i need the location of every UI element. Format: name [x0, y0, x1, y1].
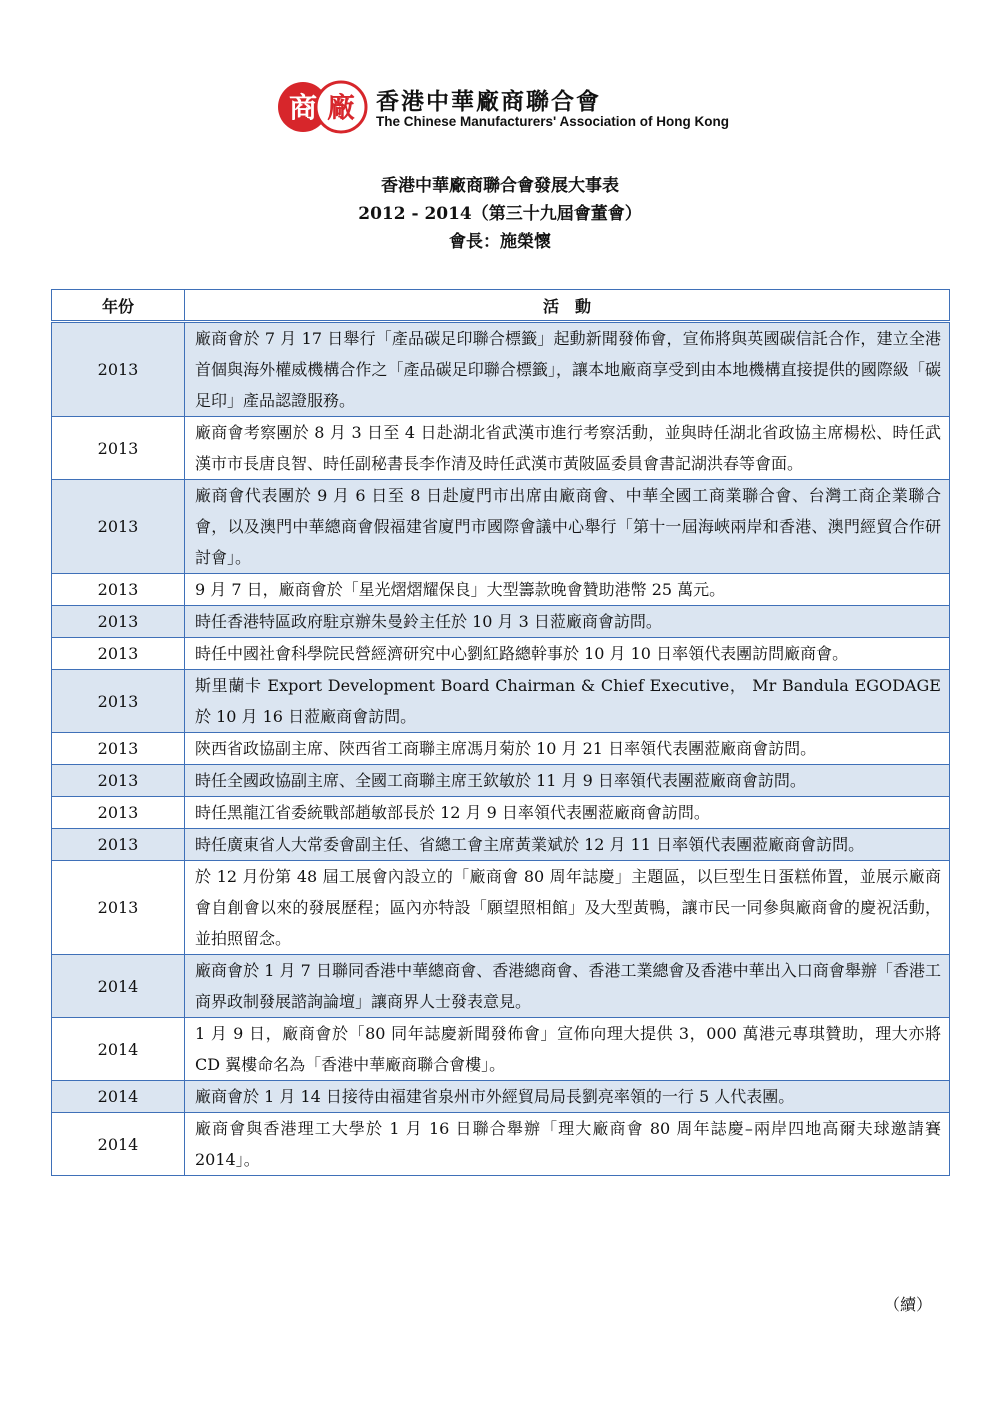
year-cell: 2014 [52, 1113, 185, 1176]
activity-cell: 時任黑龍江省委統戰部趙敏部長於 12 月 9 日率領代表團蒞廠商會訪問。 [185, 797, 950, 829]
table-row [52, 574, 950, 606]
table-row [52, 829, 950, 861]
table-row [52, 1018, 950, 1081]
year-cell: 2013 [52, 733, 185, 765]
year-cell: 2013 [52, 797, 185, 829]
activity-cell: 1 月 9 日，廠商會於「80 同年誌慶新聞發佈會」宣佈向理大提供 3，000 萬港元專琪贊助，理大亦將 CD 翼樓命名為「香港中華廠商聯合會樓」。 [185, 1018, 950, 1081]
year-cell: 2013 [52, 765, 185, 797]
letterhead [276, 80, 736, 136]
activity-cell: 時任廣東省人大常委會副主任、省總工會主席黃業斌於 12 月 11 日率領代表團蒞廠商會訪問。 [185, 829, 950, 861]
activity-cell: 廠商會代表團於 9 月 6 日至 8 日赴廈門市出席由廠商會、中華全國工商業聯合會、台灣工商企業聯合會，以及澳門中華總商會假福建省廈門市國際會議中心舉行「第十一屆海峽兩岸和香港、澳門經貿合作研討會」。 [185, 480, 950, 574]
table-row [52, 322, 950, 417]
org-name-english: The Chinese Manufacturers' Association of Hong Kong [376, 114, 729, 129]
year-cell: 2014 [52, 1018, 185, 1081]
activity-cell: 9 月 7 日，廠商會於「星光熠熠耀保良」大型籌款晚會贊助港幣 25 萬元。 [185, 574, 950, 606]
year-cell: 2014 [52, 1081, 185, 1113]
document-title: 香港中華廠商聯合會發展大事表 [381, 176, 619, 196]
table-row [52, 670, 950, 733]
table-row [52, 480, 950, 574]
svg-text:廠: 廠 [326, 91, 356, 124]
activity-cell: 於 12 月份第 48 屆工展會內設立的「廠商會 80 周年誌慶」主題區，以巨型生日蛋糕佈置，並展示廠商會自創會以來的發展歷程；區內亦特設「願望照相館」及大型黃鴨，讓市民一同參與廠商會的慶祝活動，並拍照留念。 [185, 861, 950, 955]
table-row [52, 638, 950, 670]
year-cell: 2013 [52, 606, 185, 638]
table-row [52, 606, 950, 638]
table-header-row [52, 290, 950, 322]
chairman-line: 會長：施榮懷 [449, 232, 551, 252]
year-cell: 2013 [52, 574, 185, 606]
year-cell: 2013 [52, 322, 185, 417]
table-row [52, 955, 950, 1018]
continued-marker: （續） [884, 1295, 933, 1314]
table-row [52, 797, 950, 829]
year-column-header: 年份 [52, 290, 185, 322]
svg-text:商: 商 [288, 91, 318, 124]
activity-cell: 時任香港特區政府駐京辦朱曼鈴主任於 10 月 3 日蒞廠商會訪問。 [185, 606, 950, 638]
activity-cell: 斯里蘭卡 Export Development Board Chairman & Chief Executive， Mr Bandula EGODAGE 於 10 月 16 日蒞廠商會訪問。 [185, 670, 950, 733]
year-cell: 2013 [52, 670, 185, 733]
activity-cell: 時任中國社會科學院民營經濟研究中心劉紅路總幹事於 10 月 10 日率領代表團訪問廠商會。 [185, 638, 950, 670]
association-logo [276, 80, 368, 134]
org-name-chinese: 香港中華廠商聯合會 [376, 89, 601, 115]
year-cell: 2013 [52, 417, 185, 480]
table-row [52, 1081, 950, 1113]
activity-cell: 廠商會於 1 月 14 日接待由福建省泉州市外經貿局局長劉亮率領的一行 5 人代表團。 [185, 1081, 950, 1113]
year-cell: 2013 [52, 638, 185, 670]
activity-column-header: 活 動 [185, 290, 950, 322]
events-table [51, 289, 950, 1176]
year-cell: 2013 [52, 829, 185, 861]
table-row [52, 733, 950, 765]
activity-cell: 時任全國政協副主席、全國工商聯主席王欽敏於 11 月 9 日率領代表團蒞廠商會訪問。 [185, 765, 950, 797]
activity-cell: 廠商會與香港理工大學於 1 月 16 日聯合舉辦「理大廠商會 80 周年誌慶–兩岸四地高爾夫球邀請賽 2014」。 [185, 1113, 950, 1176]
activity-cell: 廠商會於 7 月 17 日舉行「產品碳足印聯合標籤」起動新聞發佈會，宣佈將與英國碳信託合作，建立全港首個與海外權威機構合作之「產品碳足印聯合標籤」，讓本地廠商享受到由本地機構直接提供的國際級「碳足印」產品認證服務。 [185, 322, 950, 417]
activity-cell: 廠商會考察團於 8 月 3 日至 4 日赴湖北省武漢市進行考察活動，並與時任湖北省政協主席楊松、時任武漢市市長唐良智、時任副秘書長李作清及時任武漢市黃陂區委員會書記湖洪春等會面。 [185, 417, 950, 480]
activity-cell: 廠商會於 1 月 7 日聯同香港中華總商會、香港總商會、香港工業總會及香港中華出入口商會舉辦「香港工商界政制發展諮詢論壇」讓商界人士發表意見。 [185, 955, 950, 1018]
year-cell: 2013 [52, 861, 185, 955]
document-titles [0, 172, 1000, 256]
table-row [52, 861, 950, 955]
year-cell: 2014 [52, 955, 185, 1018]
table-row [52, 417, 950, 480]
table-row [52, 765, 950, 797]
activity-cell: 陝西省政協副主席、陝西省工商聯主席馮月菊於 10 月 21 日率領代表團蒞廠商會訪問。 [185, 733, 950, 765]
term-subtitle: 2012 - 2014（第三十九屆會董會） [358, 204, 642, 224]
year-cell: 2013 [52, 480, 185, 574]
table-row [52, 1113, 950, 1176]
